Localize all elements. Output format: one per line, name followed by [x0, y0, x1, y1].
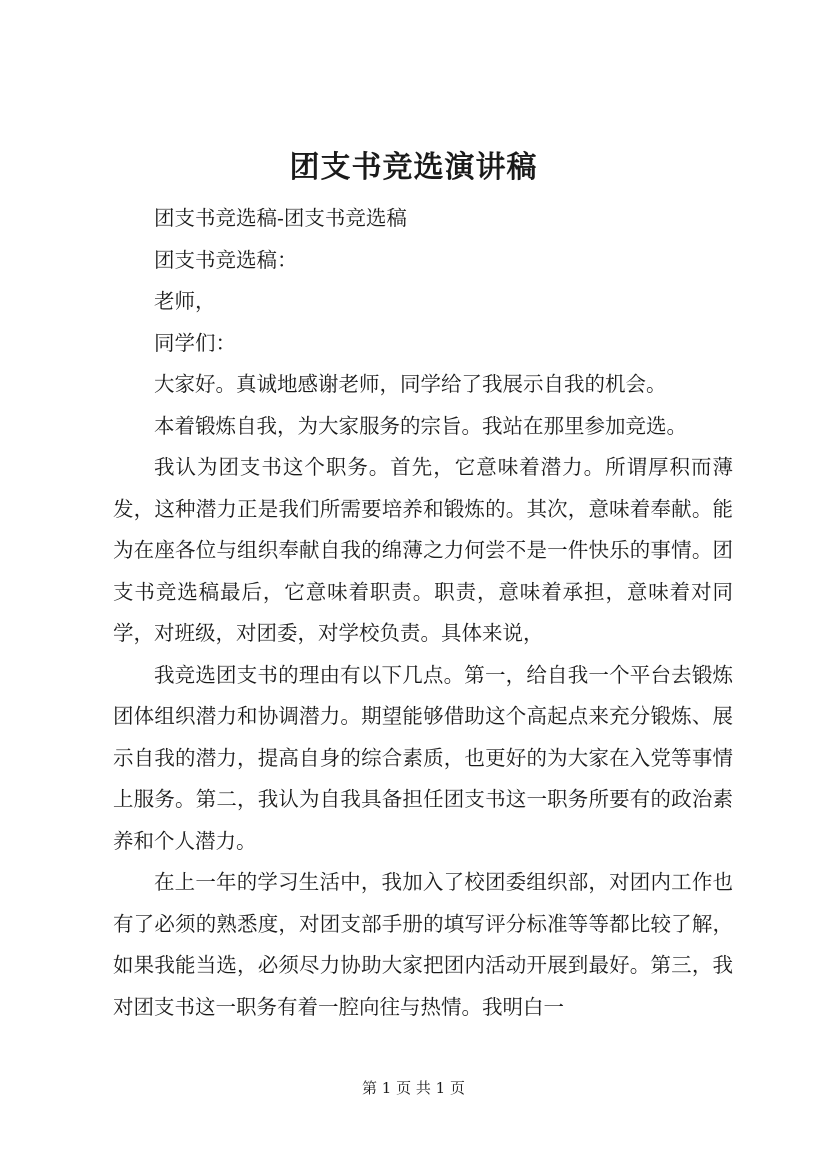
paragraph-salutation-teachers: 老师，	[154, 289, 216, 313]
paragraph-subtitle: 团支书竞选稿-团支书竞选稿	[154, 206, 407, 230]
paragraph-purpose: 本着锻炼自我，为大家服务的宗旨。我站在那里参加竞选。	[154, 413, 687, 438]
paragraph-heading: 团支书竞选稿：	[154, 247, 298, 272]
paragraph-reasons: 我竞选团支书的理由有以下几点。第一，给自我一个平台去锻炼团体组织潜力和协调潜力。期望能够借助这个高起点来充分锻炼、展示自我的潜力，提高自身的综合素质，也更好的为大家在入党等事情上服务。第二，我认为自我具备担任团支书这一职务所要有的政治素养和个人潜力。	[113, 662, 733, 853]
page-footer: 第 1 页 共 1 页	[362, 1079, 465, 1097]
document-body	[113, 198, 733, 1028]
paragraph-role-meaning: 我认为团支书这个职务。首先，它意味着潜力。所谓厚积而薄发，这种潜力正是我们所需要培养和锻炼的。其次，意味着奉献。能为在座各位与组织奉献自我的绵薄之力何尝不是一件快乐的事情。团支书竞选稿最后，它意味着职责。职责，意味着承担，意味着对同学，对班级，对团委，对学校负责。具体来说，	[113, 455, 733, 645]
paragraph-greeting: 大家好。真诚地感谢老师，同学给了我展示自我的机会。	[154, 372, 667, 396]
paragraph-salutation-classmates: 同学们：	[154, 330, 236, 355]
paragraph-experience: 在上一年的学习生活中，我加入了校团委组织部，对团内工作也有了必须的熟悉度，对团支部手册的填写评分标准等等都比较了解，如果我能当选，必须尽力协助大家把团内活动开展到最好。第三，我对团支书这一职务有着一腔向往与热情。我明白一	[113, 870, 733, 1019]
document-title: 团支书竞选演讲稿	[289, 150, 538, 185]
